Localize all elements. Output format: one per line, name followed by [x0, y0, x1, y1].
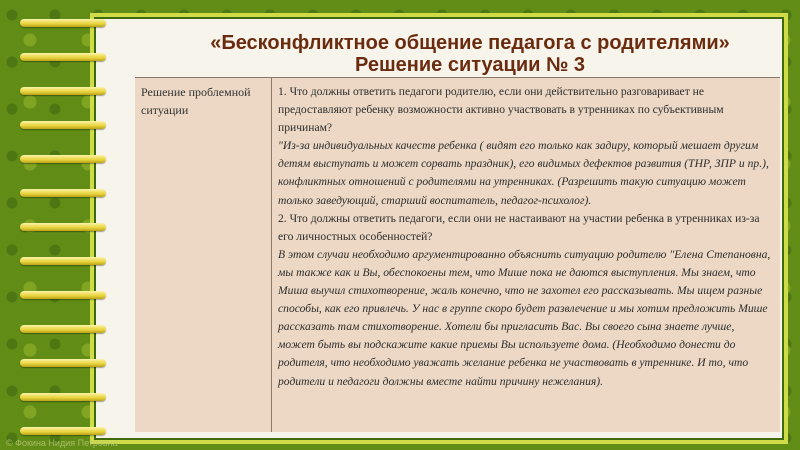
ring [20, 121, 106, 129]
slide-title: «Бесконфликтное общение педагога с родителями» [210, 32, 730, 54]
ring [20, 19, 106, 27]
ring [20, 155, 106, 163]
ring [20, 325, 106, 333]
ring [20, 223, 106, 231]
answer-1: "Из-за индивидуальных качеств ребенка ( видят его только как задиру, который мешает другим детям выступать и может сорвать праздник), его видимых дефектов развития (ТНР, ЗПР и пр.), конфликтных отношений с родителями на утренниках. (Разрешить такую ситуацию может только заведующий, старший воспитатель, педагог-психолог). [278, 139, 769, 207]
copyright-footer: © Фокина Нидия Петровна [6, 438, 118, 448]
question-2: 2. Что должны ответить педагоги, если они не настаивают на участии ребенка в утренниках из-за его личностных особенностей? [278, 211, 760, 243]
ring [20, 189, 106, 197]
slide-subtitle: Решение ситуации № 3 [355, 54, 585, 76]
ring [20, 87, 106, 95]
ring [20, 359, 106, 367]
table-content-cell [278, 83, 773, 391]
question-1: 1. Что должны ответить педагоги родителю, если они действительно разговаривает не предоставляют ребенку возможности активно участвовать в утренниках по субъективным причинам? [278, 85, 724, 135]
solution-table [135, 77, 780, 432]
table-label: Решение проблемной ситуации [141, 85, 251, 117]
ring [20, 257, 106, 265]
ring [20, 53, 106, 61]
ring [20, 393, 106, 401]
table-label-cell [135, 78, 272, 432]
ring [20, 291, 106, 299]
ring [20, 427, 106, 435]
answer-2: В этом случаи необходимо аргументированно объяснить ситуацию родителю "Елена Степановна, мы также как и Вы, обеспокоены тем, что Мише пока не даются выступления. Мы знаем, что Миша выучил стихотворение, жаль конечно, что не захотел его рассказывать. Мы ищем разные способы, как его привлечь. У нас в группе скоро будет развлечение и мы хотим предложить Мише рассказать там стихотворение. Хотели бы пригласить Вас. Вы своего сына знаете лучше, может быть вы подскажите какие приемы Вы используете дома. (Необходимо донести до родителя, что необходимо уважать желание ребенка не участвовать в утреннике. И то, что родители и педагоги должны вместе найти причину нежелания). [278, 247, 771, 388]
